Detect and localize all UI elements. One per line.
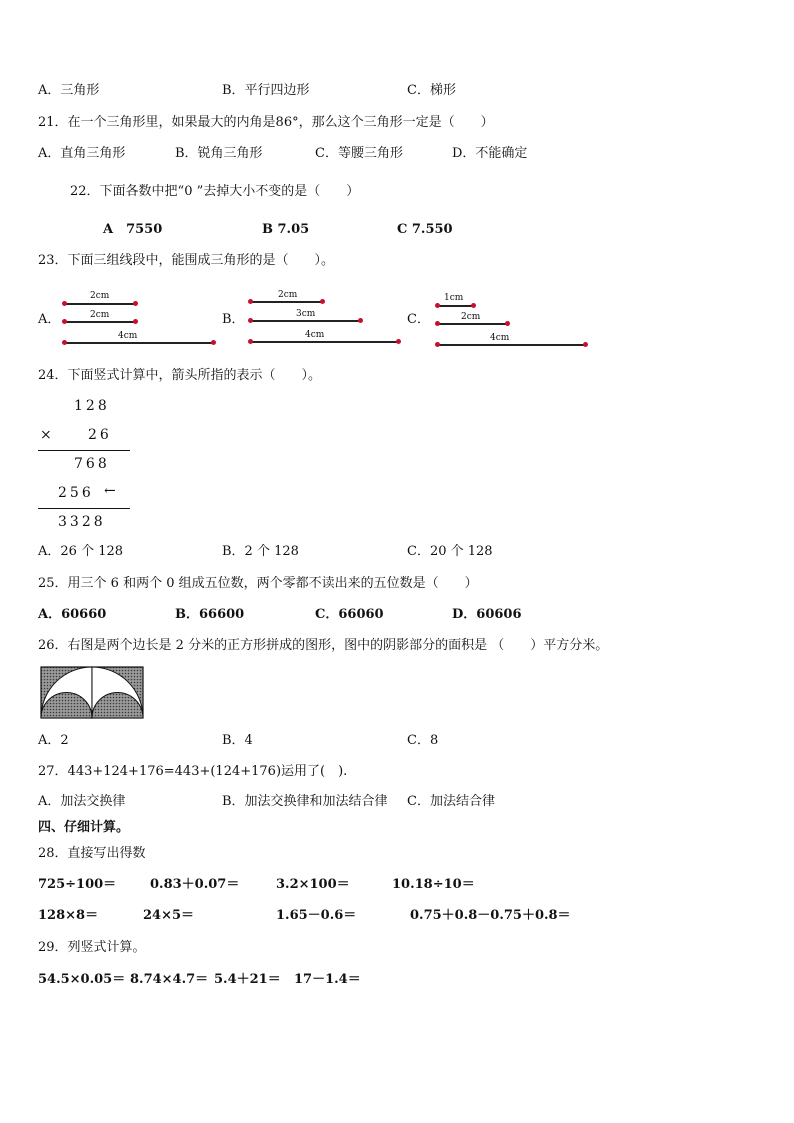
q29-expression: 5.4＋21＝: [214, 972, 281, 987]
segment: [250, 320, 360, 322]
q28-expression: 128×8＝: [38, 908, 99, 923]
segment-endpoint: [133, 319, 138, 324]
q21-option-a: A．直角三角形: [38, 146, 126, 161]
q24-option-a: A．26 个 128: [38, 544, 124, 559]
q22-option-b: B 7.05: [262, 222, 310, 237]
section-heading: 四、仔细计算。: [38, 820, 130, 835]
q28-expression: 24×5＝: [143, 908, 195, 923]
calc-rule: [38, 508, 130, 509]
q25-option-b: B．66600: [175, 607, 245, 622]
q25-option-c: C．66060: [315, 607, 384, 622]
q21-option-d: D．不能确定: [452, 146, 528, 161]
q26-option-b: B．4: [222, 733, 253, 748]
q21-option-b: B．锐角三角形: [175, 146, 263, 161]
calc-times-sign: ×: [40, 427, 55, 443]
q28-expression: 725÷100＝: [38, 877, 117, 892]
segment-endpoint: [583, 342, 588, 347]
q25-option-d: D．60606: [452, 607, 522, 622]
segment: [64, 321, 135, 323]
arrow-left-icon: ←: [104, 483, 116, 499]
segment-endpoint: [248, 339, 253, 344]
segment: [64, 303, 135, 305]
segment-endpoint: [471, 303, 476, 308]
segment-label: 2cm: [90, 310, 110, 320]
segment-label: 4cm: [490, 333, 510, 343]
calc-rule: [38, 450, 130, 451]
q29-expression: 54.5×0.05＝: [38, 972, 126, 987]
q23-option-b-label: B．: [222, 312, 245, 327]
segment-label: 4cm: [305, 330, 325, 340]
segment-endpoint: [320, 299, 325, 304]
q28-expression: 3.2×100＝: [276, 877, 350, 892]
segment-label: 2cm: [461, 312, 481, 322]
segment-label: 3cm: [296, 309, 316, 319]
segment: [437, 305, 473, 307]
q26-option-c: C．8: [407, 733, 439, 748]
calc-multiplicand: 128: [74, 398, 110, 414]
q23-option-c-label: C．: [407, 312, 430, 327]
segment-endpoint: [248, 299, 253, 304]
q29-expression: 17－1.4＝: [294, 972, 361, 987]
calc-multiplier: 26: [88, 427, 112, 443]
q22-stem: 22．下面各数中把“0 ”去掉大小不变的是（ ）: [70, 184, 360, 199]
segment: [250, 301, 322, 303]
segment-endpoint: [435, 321, 440, 326]
q23-option-a-label: A．: [38, 312, 61, 327]
segment-endpoint: [62, 319, 67, 324]
segment-endpoint: [505, 321, 510, 326]
calc-partial-product-1: 768: [74, 456, 110, 472]
q20-option-b: B．平行四边形: [222, 83, 310, 98]
q26-option-a: A．2: [38, 733, 69, 748]
segment-endpoint: [62, 340, 67, 345]
segment: [250, 341, 398, 343]
q29-stem: 29．列竖式计算。: [38, 940, 146, 955]
segment: [437, 323, 507, 325]
segment-label: 1cm: [444, 293, 464, 303]
q28-expression: 10.18÷10＝: [392, 877, 475, 892]
q27-option-c: C．加法结合律: [407, 794, 495, 809]
calc-result: 3328: [58, 514, 106, 530]
q21-option-c: C．等腰三角形: [315, 146, 403, 161]
q21-stem: 21．在一个三角形里，如果最大的内角是86°，那么这个三角形一定是（ ）: [38, 115, 494, 130]
q28-expression: 1.65－0.6＝: [276, 908, 357, 923]
q25-option-a: A．60660: [38, 607, 107, 622]
segment-endpoint: [358, 318, 363, 323]
q29-expression: 8.74×4.7＝: [130, 972, 209, 987]
segment-label: 2cm: [278, 290, 298, 300]
q27-option-a: A．加法交换律: [38, 794, 126, 809]
calc-partial-product-2: 256: [58, 485, 94, 501]
q20-option-a: A．三角形: [38, 83, 100, 98]
q28-expression: 0.83＋0.07＝: [150, 877, 240, 892]
q24-stem: 24．下面竖式计算中，箭头所指的表示（ ）。: [38, 368, 322, 383]
q24-option-b: B．2 个 128: [222, 544, 299, 559]
q24-option-c: C．20 个 128: [407, 544, 493, 559]
segment-endpoint: [248, 318, 253, 323]
q20-option-c: C．梯形: [407, 83, 456, 98]
q28-expression: 0.75＋0.8－0.75＋0.8＝: [410, 908, 571, 923]
segment-endpoint: [133, 301, 138, 306]
segment: [64, 342, 213, 344]
segment-label: 4cm: [118, 331, 138, 341]
segment-endpoint: [435, 303, 440, 308]
segment: [437, 344, 585, 346]
segment-endpoint: [211, 340, 216, 345]
q23-stem: 23．下面三组线段中，能围成三角形的是（ ）。: [38, 253, 335, 268]
q22-option-c: C 7.550: [397, 222, 453, 237]
q25-stem: 25．用三个 6 和两个 0 组成五位数，两个零都不读出来的五位数是（ ）: [38, 576, 478, 591]
q22-option-a: A 7550: [103, 222, 163, 237]
q26-stem: 26．右图是两个边长是 2 分米的正方形拼成的图形，图中的阴影部分的面积是 （ ）平方分米。: [38, 638, 609, 653]
q26-shaded-squares-figure: [40, 666, 145, 719]
q28-stem: 28．直接写出得数: [38, 846, 146, 861]
segment-label: 2cm: [90, 291, 110, 301]
segment-endpoint: [435, 342, 440, 347]
q27-stem: 27．443+124+176=443+(124+176)运用了( ).: [38, 764, 348, 779]
segment-endpoint: [62, 301, 67, 306]
segment-endpoint: [396, 339, 401, 344]
q27-option-b: B．加法交换律和加法结合律: [222, 794, 388, 809]
